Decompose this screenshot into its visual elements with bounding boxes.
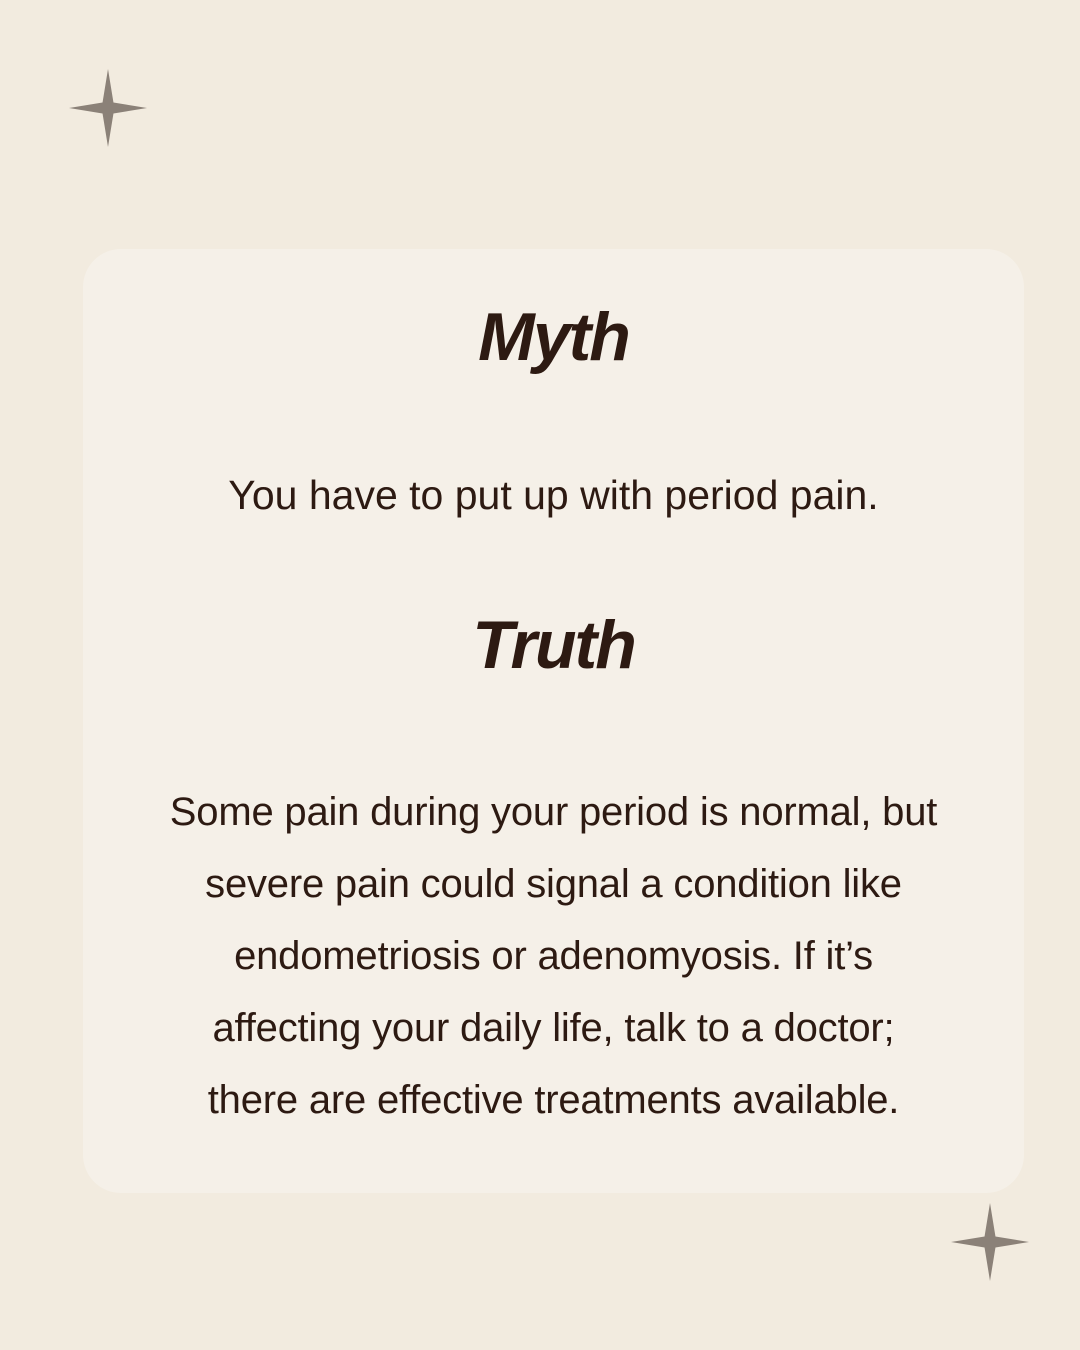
myth-truth-card [83, 249, 1024, 1193]
truth-title: Truth [472, 607, 635, 683]
truth-text [93, 776, 1014, 1136]
myth-text: You have to put up with period pain. [228, 472, 879, 518]
truth-line-4: affecting your daily life, talk to a doctor; [212, 1006, 895, 1050]
truth-line-3: endometriosis or adenomyosis. If it’s [234, 934, 873, 978]
myth-title: Myth [478, 299, 629, 375]
truth-line-1: Some pain during your period is normal, but [169, 790, 938, 834]
four-point-star-icon [69, 69, 147, 147]
four-point-star-icon [951, 1203, 1029, 1281]
truth-line-2: severe pain could signal a condition like [205, 862, 902, 906]
truth-line-5: there are effective treatments available. [207, 1078, 900, 1122]
